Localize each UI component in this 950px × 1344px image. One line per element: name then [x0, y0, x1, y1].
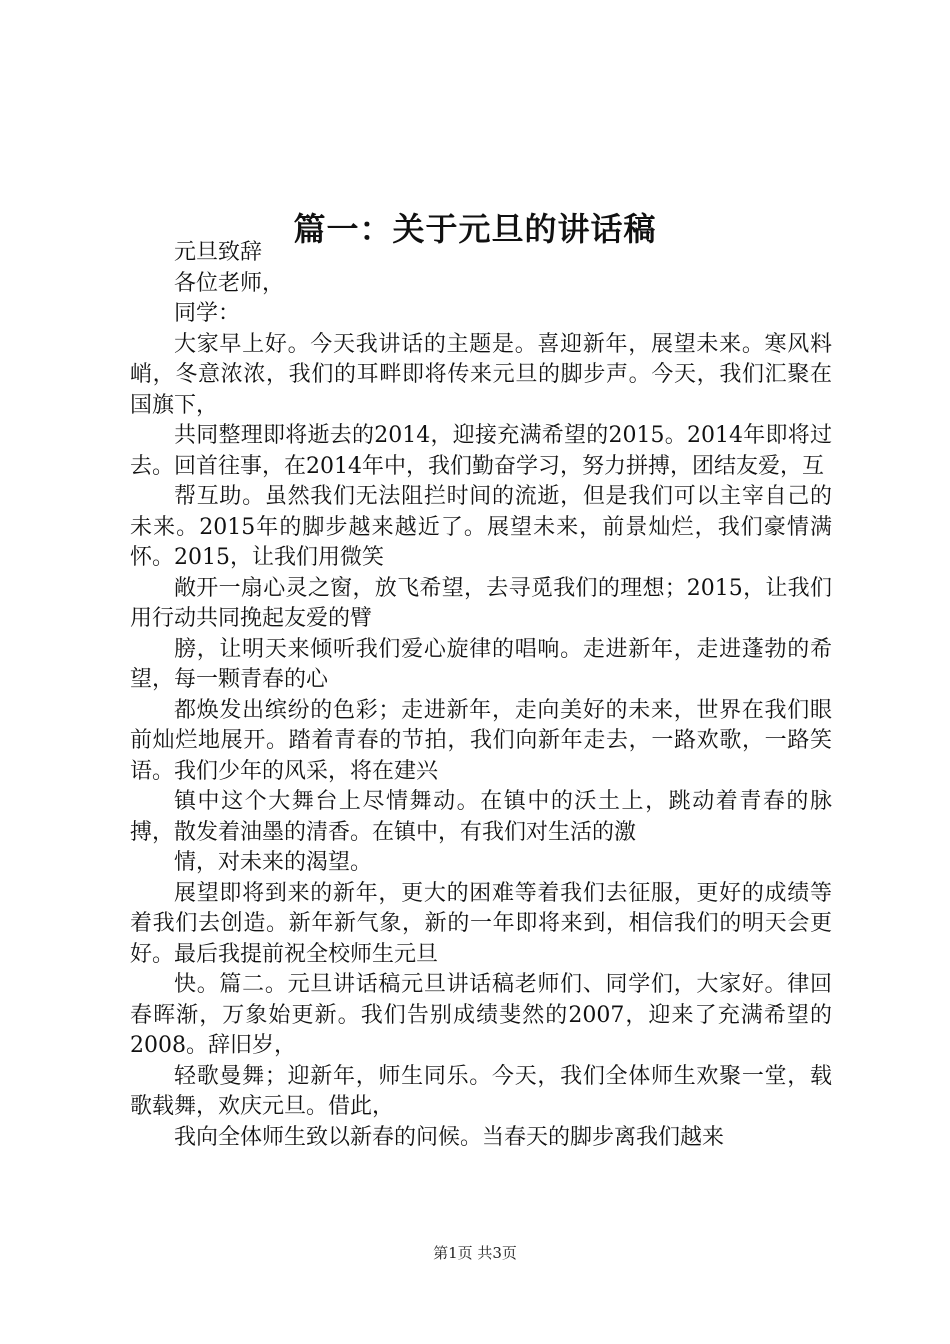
- document-title: 篇一：关于元旦的讲话稿: [293, 210, 657, 249]
- paragraph: 共同整理即将逝去的2014，迎接充满希望的2015。2014年即将过去。回首往事，在2014年中，我们勤奋学习，努力拼搏，团结友爱，互: [130, 423, 832, 479]
- paragraph: 轻歌曼舞；迎新年，师生同乐。今天，我们全体师生欢聚一堂，载歌载舞，欢庆元旦。借此，: [130, 1063, 832, 1119]
- paragraph: 元旦致辞: [174, 240, 263, 265]
- paragraph: 情，对未来的渴望。: [174, 850, 373, 875]
- paragraph: 帮互助。虽然我们无法阻拦时间的流逝，但是我们可以主宰自己的未来。2015年的脚步越来越近了。展望未来，前景灿烂，我们豪情满怀。2015，让我们用微笑: [130, 484, 832, 570]
- paragraph: 同学：: [174, 301, 241, 326]
- paragraph: 膀，让明天来倾听我们爱心旋律的唱响。走进新年，走进蓬勃的希望，每一颗青春的心: [130, 636, 832, 692]
- paragraph: 敞开一扇心灵之窗，放飞希望，去寻觅我们的理想；2015，让我们用行动共同挽起友爱的臂: [130, 575, 832, 631]
- document-body: [130, 238, 832, 1153]
- paragraph: 镇中这个大舞台上尽情舞动。在镇中的沃土上，跳动着青春的脉搏，散发着油墨的清香。在镇中，有我们对生活的激: [130, 789, 832, 845]
- paragraph: 我向全体师生致以新春的问候。当春天的脚步离我们越来: [174, 1124, 725, 1150]
- paragraph: 都焕发出缤纷的色彩；走进新年，走向美好的未来，世界在我们眼前灿烂地展开。踏着青春的节拍，我们向新年走去，一路欢歌，一路笑语。我们少年的风采，将在建兴: [130, 697, 832, 784]
- paragraph: 展望即将到来的新年，更大的困难等着我们去征服，更好的成绩等着我们去创造。新年新气象，新的一年即将来到，相信我们的明天会更好。最后我提前祝全校师生元旦: [130, 880, 832, 967]
- page-footer: 第1页 共3页: [433, 1244, 517, 1262]
- paragraph: 各位老师，: [174, 270, 285, 296]
- paragraph: 快。篇二。元旦讲话稿元旦讲话稿老师们、同学们，大家好。律回春晖渐，万象始更新。我们告别成绩斐然的2007，迎来了充满希望的2008。辞旧岁，: [130, 972, 832, 1058]
- paragraph: 大家早上好。今天我讲话的主题是。喜迎新年，展望未来。寒风料峭，冬意浓浓，我们的耳畔即将传来元旦的脚步声。今天，我们汇聚在国旗下，: [130, 331, 832, 418]
